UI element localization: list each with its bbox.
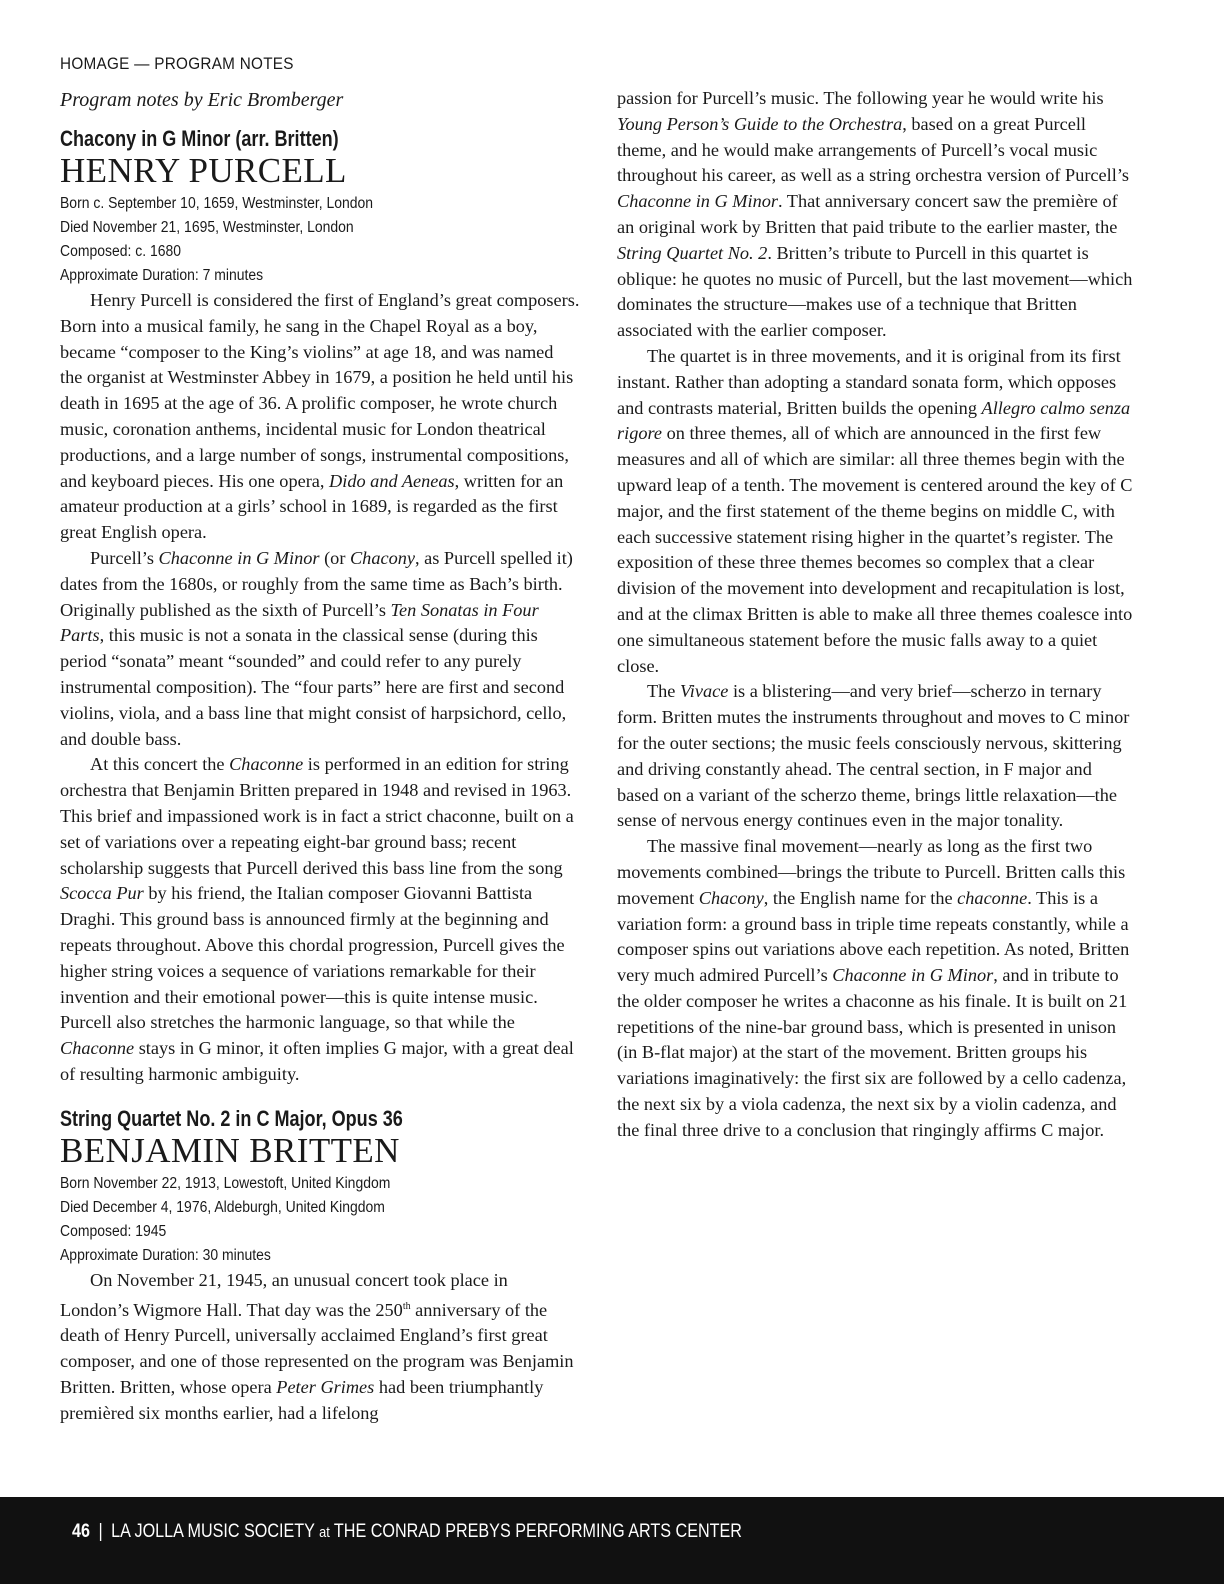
paragraph: The massive final movement—nearly as long as the first two movements combined—brings the tribute to Purcell. Britten calls this movement Chacony, the English name for the chaconne. This is a variation form: a ground bass in triple time repeats constantly, while a composer spins out variations above each repetition. As noted, Britten very much admired Purcell’s Chaconne in G Minor, and in tribute to the older composer he writes a chaconne as his finale. It is built on 21 repetitions of the nine-bar ground bass, which is presented in unison (in B-flat major) at the start of the movement. Britten groups his variations imaginatively: the first six are followed by a cello cadenza, the next six by a viola cadenza, the next six by a violin cadenza, and the final three drive to a conclusion that ringingly affirms C major. xyxy=(617,836,1130,1140)
paragraph: Henry Purcell is considered the first of England’s great composers. Born into a musical family, he sang in the Chapel Royal as a boy, became “composer to the King’s violins” at age 18, and was named the organist at Westminster Abbey in 1679, a position he held until his death in 1695 at the age of 36. A prolific composer, he wrote church music, coronation anthems, incidental music for London theatrical productions, and a large number of songs, instrumental compositions, and keyboard pieces. His one opera, Dido and Aeneas, written for an amateur production at a girls’ school in 1689, is regarded as the first great English opera. xyxy=(60,290,580,543)
britten-died: Died December 4, 1976, Aldeburgh, United Kingdom xyxy=(60,1198,385,1216)
footer-text xyxy=(72,1521,742,1543)
page-footer xyxy=(0,1497,1224,1584)
piece-title-britten: String Quartet No. 2 in C Major, Opus 36 xyxy=(60,1105,403,1131)
byline: Program notes by Eric Bromberger xyxy=(60,89,344,111)
britten-notes-start xyxy=(60,1268,580,1427)
britten-composed: Composed: 1945 xyxy=(60,1222,167,1240)
paragraph: passion for Purcell’s music. The following year he would write his Young Person’s Guide to the Orchestra, based on a great Purcell theme, and he would make arrangements of Purcell’s vocal music throughout his career, as well as a string orchestra version of Purcell’s Chaconne in G Minor. That anniversary concert saw the première of an original work by Britten that paid tribute to the earlier master, the String Quartet No. 2. Britten’s tribute to Purcell in this quartet is oblique: he quotes no music of Purcell, but the last movement—which dominates the structure—makes use of a technique that Britten associated with the earlier composer. xyxy=(617,88,1133,341)
britten-duration: Approximate Duration: 30 minutes xyxy=(60,1246,271,1264)
right-column xyxy=(617,86,1137,1144)
purcell-born: Born c. September 10, 1659, Westminster, London xyxy=(60,195,374,212)
footer-org: LA JOLLA MUSIC SOCIETY xyxy=(111,1521,320,1542)
left-column xyxy=(60,86,580,1427)
paragraph: The Vivace is a blistering—and very brief—scherzo in ternary form. Britten mutes the instruments throughout and moves to C minor for the outer sections; the music feels consciously nervous, skittering and driving constantly ahead. The central section, in F major and based on a variant of the scherzo theme, brings little relaxation—the sense of nervous energy continues even in the major tonality. xyxy=(617,681,1130,831)
purcell-composed: Composed: c. 1680 xyxy=(60,243,181,260)
paragraph: Purcell’s Chaconne in G Minor (or Chacony, as Purcell spelled it) dates from the 1680s, or roughly from the same time as Bach’s birth. Originally published as the sixth of Purcell’s Ten Sonatas in Four Parts, this music is not a sonata in the classical sense (during this period “sonata” meant “sounded” and could refer to any purely instrumental composition). The “four parts” here are first and second violins, viola, and a bass line that might consist of harpsichord, cello, and double bass. xyxy=(60,547,573,749)
footer-venue: THE CONRAD PREBYS PERFORMING ARTS CENTER xyxy=(329,1521,742,1542)
purcell-died: Died November 21, 1695, Westminster, London xyxy=(60,219,354,236)
piece-title-purcell: Chacony in G Minor (arr. Britten) xyxy=(60,126,339,151)
footer-at: at xyxy=(319,1524,330,1541)
paragraph: On November 21, 1945, an unusual concert took place in London’s Wigmore Hall. That day was the 250th anniversary of the death of Henry Purcell, universally acclaimed England’s first great composer, and one of those represented on the program was Benjamin Britten. Britten, whose opera Peter Grimes had been triumphantly premièred six months earlier, had a lifelong xyxy=(60,1269,574,1423)
britten-notes-continued xyxy=(617,86,1137,1144)
composer-name-britten: BENJAMIN BRITTEN xyxy=(60,1130,400,1170)
britten-born: Born November 22, 1913, Lowestoft, United Kingdom xyxy=(60,1174,391,1192)
composer-name-purcell: HENRY PURCELL xyxy=(60,151,347,190)
purcell-notes xyxy=(60,288,580,1088)
purcell-duration: Approximate Duration: 7 minutes xyxy=(60,267,264,284)
paragraph: The quartet is in three movements, and it is original from its first instant. Rather than adopting a standard sonata form, which opposes and contrasts material, Britten builds the opening Allegro calmo senza rigore on three themes, all of which are announced in the first few measures and all of which are similar: all three themes begin with the upward leap of a tenth. The movement is centered around the key of C major, and the first statement of the theme begins on middle C, with each successive statement rising higher in the quartet’s register. The exposition of these three themes becomes so complex that a clear division of the movement into development and recapitulation is lost, and at the climax Britten is able to make all three themes coalesce into one simultaneous statement before the music falls away to a quiet close. xyxy=(617,345,1133,676)
section-label: HOMAGE — PROGRAM NOTES xyxy=(60,54,294,73)
footer-separator: | xyxy=(98,1521,103,1542)
paragraph: At this concert the Chaconne is performed in an edition for string orchestra that Benjamin Britten prepared in 1948 and revised in 1963. This brief and impassioned work is in fact a strict chaconne, built on a set of variations over a repeating eight-bar ground bass; recent scholarship suggests that Purcell derived this bass line from the song Scocca Pur by his friend, the Italian composer Giovanni Battista Draghi. This ground bass is announced firmly at the beginning and repeats throughout. Above this chordal progression, Purcell gives the higher string voices a sequence of variations remarkable for their invention and their emotional power—this is quite intense music. Purcell also stretches the harmonic language, so that while the Chaconne stays in G minor, it often implies G major, with a great deal of resulting harmonic ambiguity. xyxy=(60,754,574,1084)
page-number: 46 xyxy=(72,1521,90,1542)
